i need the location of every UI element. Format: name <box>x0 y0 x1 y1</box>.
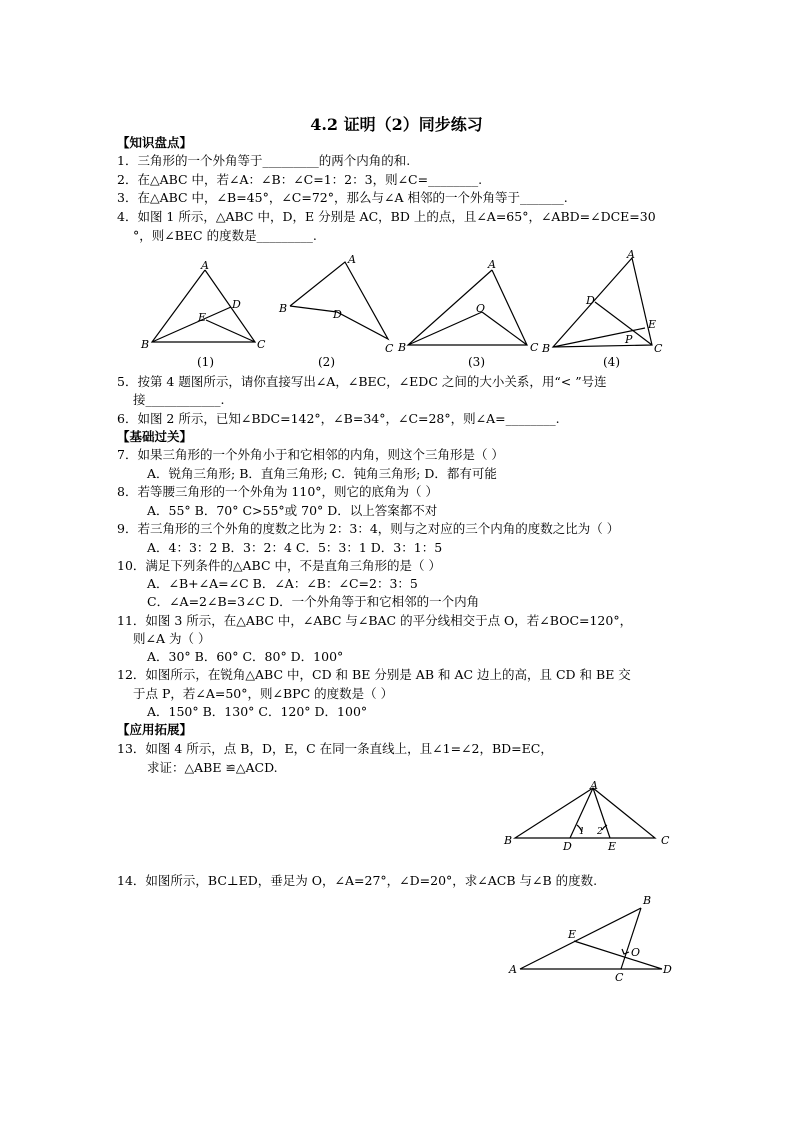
fig13-label-c: C <box>661 834 670 847</box>
fig14-label-o: O <box>631 946 641 959</box>
fig4-label-a: A <box>627 250 635 261</box>
question-13-line2: 求证：△ABE ≌△ACD. <box>147 760 278 775</box>
figures-row <box>140 250 700 372</box>
fig1-caption: (1) <box>197 355 214 369</box>
fig2-caption: (2) <box>318 355 335 369</box>
fig1-label-a: A <box>201 259 209 272</box>
figure-14 <box>505 890 705 986</box>
fig2-quadrilateral <box>290 262 388 339</box>
page-title: 4.2 证明（2）同步练习 <box>310 115 483 134</box>
fig3-label-b: B <box>398 341 407 354</box>
fig14-label-b: B <box>643 894 652 907</box>
question-11-options: A．30° B．60° C．80° D．100° <box>147 649 344 664</box>
fig14-segment-ed <box>574 941 662 969</box>
fig2-label-b: B <box>279 302 288 315</box>
fig4-label-e: E <box>648 318 657 331</box>
figure-13 <box>500 778 685 853</box>
fig3-label-a: A <box>488 258 496 271</box>
question-9-options: A．4：3：2 B．3：2：4 C．5：3：1 D．3：1：5 <box>147 540 443 555</box>
question-10: 10．满足下列条件的△ABC 中，不是直角三角形的是（ ） <box>117 558 441 573</box>
question-12-line1: 12．如图所示，在锐角△ABC 中，CD 和 BE 分别是 AB 和 AC 边上的高，且 CD 和 BE 交 <box>117 667 631 682</box>
question-12-options: A．150° B．130° C．120° D．100° <box>147 704 368 719</box>
fig13-label-angle-1: 1 <box>579 827 585 837</box>
section-apply: 【应用拓展】 <box>117 722 193 737</box>
question-11-line2: 则∠A 为（ ） <box>133 631 211 646</box>
fig3-triangle <box>408 270 527 345</box>
question-10-options-2: C．∠A=2∠B=3∠C D．一个外角等于和它相邻的一个内角 <box>147 594 480 609</box>
question-13-line1: 13．如图 4 所示，点 B，D，E，C 在同一条直线上，且∠1=∠2，BD=EC， <box>117 741 553 756</box>
fig3-segment-oc <box>482 312 527 345</box>
fig3-label-o: O <box>476 302 486 315</box>
fig4-label-d: D <box>586 294 595 307</box>
question-1: 1．三角形的一个外角等于_________的两个内角的和. <box>117 153 411 168</box>
fig14-right-angle-mark <box>622 949 629 954</box>
fig1-segment-bd <box>152 307 231 342</box>
fig13-label-a: A <box>590 779 598 792</box>
fig13-label-e: E <box>608 840 617 853</box>
section-basic: 【基础过关】 <box>117 429 193 444</box>
fig2-label-a: A <box>348 253 356 266</box>
question-6: 6．如图 2 所示，已知∠BDC=142°，∠B=34°，∠C=28°，则∠A=________. <box>117 411 560 426</box>
fig1-label-d: D <box>232 298 241 311</box>
fig3-caption: (3) <box>468 355 485 369</box>
fig4-label-b: B <box>542 342 551 355</box>
question-7-options: A．锐角三角形; B．直角三角形; C．钝角三角形; D．都有可能 <box>147 466 497 481</box>
fig14-label-d: D <box>663 963 672 976</box>
question-3: 3．在△ABC 中，∠B=45°，∠C=72°，那么与∠A 相邻的一个外角等于_______. <box>117 190 568 205</box>
question-4-line2: °，则∠BEC 的度数是_________. <box>133 228 317 243</box>
fig3-label-c: C <box>530 341 539 354</box>
fig2-label-d: D <box>333 308 342 321</box>
fig14-label-c: C <box>615 971 624 984</box>
fig14-label-e: E <box>568 928 577 941</box>
fig2-label-c: C <box>385 342 394 355</box>
fig13-label-b: B <box>504 834 513 847</box>
fig14-segment-ab <box>520 908 641 969</box>
fig13-label-d: D <box>563 840 572 853</box>
fig4-label-p: P <box>625 333 633 346</box>
question-10-options-1: A．∠B+∠A=∠C B．∠A：∠B：∠C=2：3：5 <box>147 576 418 591</box>
question-7: 7．如果三角形的一个外角小于和它相邻的内角，则这个三角形是（ ） <box>117 447 504 462</box>
question-11-line1: 11．如图 3 所示，在△ABC 中，∠ABC 与∠BAC 的平分线相交于点 O，若∠BOC=120°， <box>117 613 633 628</box>
question-5-line1: 5．按第 4 题图所示，请你直接写出∠A，∠BEC，∠EDC 之间的大小关系，用“< ”号连 <box>117 374 607 389</box>
fig14-label-a: A <box>509 963 517 976</box>
fig4-label-c: C <box>654 342 663 355</box>
fig13-label-angle-2: 2 <box>597 827 603 837</box>
question-14: 14．如图所示，BC⊥ED，垂足为 O，∠A=27°，∠D=20°，求∠ACB 与∠B 的度数. <box>117 873 598 888</box>
question-9: 9．若三角形的三个外角的度数之比为 2：3：4，则与之对应的三个内角的度数之比为（ ） <box>117 521 620 536</box>
fig3-segment-bo <box>408 312 482 345</box>
fig13-triangle <box>515 788 655 838</box>
fig1-label-e: E <box>198 311 207 324</box>
question-2: 2．在△ABC 中，若∠A：∠B：∠C=1：2：3，则∠C=________. <box>117 172 483 187</box>
question-4-line1: 4．如图 1 所示，△ABC 中，D，E 分别是 AC，BD 上的点，且∠A=65°，∠ABD=∠DCE=30 <box>117 209 656 224</box>
fig1-label-c: C <box>257 338 266 351</box>
fig4-caption: (4) <box>603 355 620 369</box>
question-12-line2: 于点 P，若∠A=50°，则∠BPC 的度数是（ ） <box>133 686 394 701</box>
fig1-label-b: B <box>141 338 150 351</box>
section-knowledge: 【知识盘点】 <box>117 135 193 150</box>
question-8-options: A．55° B．70° C>55°或 70° D．以上答案都不对 <box>147 503 438 518</box>
question-5-line2: 接____________. <box>133 392 225 407</box>
question-8: 8．若等腰三角形的一个外角为 110°，则它的底角为（ ） <box>117 484 439 499</box>
